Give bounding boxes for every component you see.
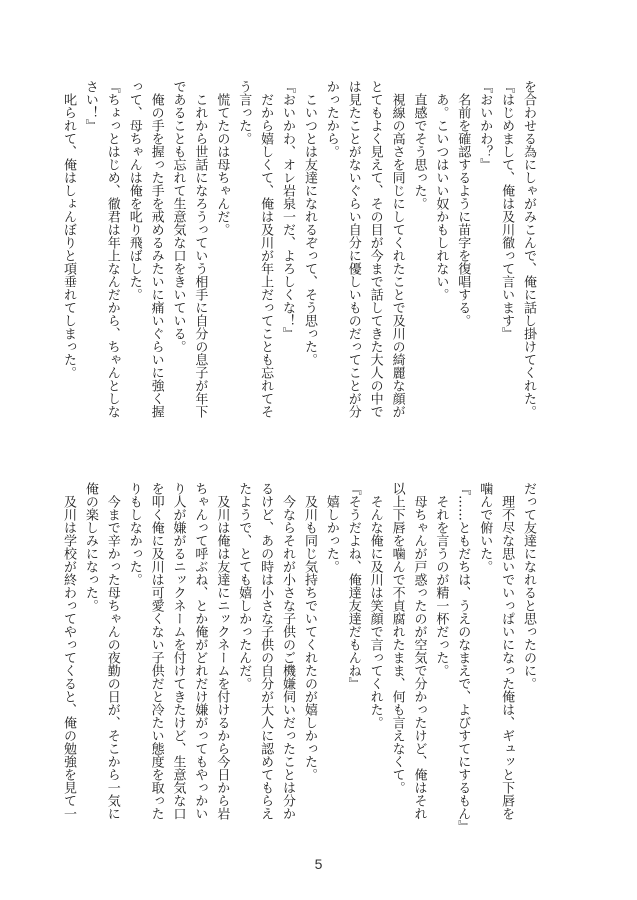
text-line: 視線の高さを同じにしてくれたことで及川の綺麗な顔が: [389, 80, 405, 418]
text-line: だから嬉しくて、俺は及川が年上だってことも忘れてそ: [258, 80, 274, 418]
text-line: そんな俺に及川は笑顔で言ってくれた。: [367, 482, 383, 729]
text-line: 俺の楽しみになった。: [82, 482, 98, 612]
text-line: たようで、とても嬉しかったんだ。: [236, 482, 252, 690]
text-line: を叩く俺に及川は可愛くない子供だと冷たい態度を取った: [148, 482, 164, 820]
text-line: 嬉しかった。: [323, 482, 339, 573]
text-line: 母ちゃんが戸惑ったのが空気で分かったけど、俺はそれ: [411, 482, 427, 820]
text-line: あ。こいつはいい奴かもしれない。: [433, 80, 449, 301]
text-line: 今まで辛かった母ちゃんの夜勤の日が、そこから一気に: [104, 482, 120, 820]
text-line: 『そうだよね、俺達友達だもんね』: [345, 482, 361, 690]
text-line: かったから。: [323, 80, 339, 158]
text-line: 俺の手を握った手を戒めるみたいに痛いぐらいに強く握: [148, 80, 164, 418]
text-block-top: [60, 80, 539, 428]
text-line: りもしなかった。: [126, 482, 142, 586]
text-line: う言った。: [236, 80, 252, 145]
text-line: 『はじめまして、俺は及川徹って言います』: [499, 80, 515, 340]
text-line: 及川は学校が終わってやってくると、俺の勉強を見て一: [60, 482, 76, 820]
text-line: って、母ちゃんは俺を叱り飛ばした。: [126, 80, 142, 301]
text-line: 以上下唇を噛んで不貞腐れたまま、何も言えなくて。: [389, 482, 405, 794]
text-line: 直感でそう思った。: [411, 80, 427, 210]
text-line: を合わせる為にしゃがみこんで、俺に話し掛けてくれた。: [521, 80, 536, 418]
text-line: 及川は俺は友達にニックネームを付けるから今日から岩: [214, 482, 230, 820]
text-line: ちゃんって呼ぶね、とか俺がどれだけ嫌がってもやっかい: [192, 482, 208, 820]
text-line: 今ならそれが小さな子供のご機嫌伺いだったことは分か: [280, 482, 296, 820]
text-line: は見たことがないぐらい自分に優しいものだってことが分: [345, 80, 361, 418]
text-line: 噛んで俯いた。: [477, 482, 493, 573]
text-line: これから世話になろうっていう相手に自分の息子が年下: [192, 80, 208, 418]
text-line: 名前を確認するように苗字を復唱する。: [455, 80, 471, 327]
text-line: さい！』: [82, 80, 98, 132]
text-line: こいつとは友達になれるぞって、そう思った。: [301, 80, 317, 366]
text-line: 叱られて、俺はしょんぼりと項垂れてしまった。: [60, 80, 76, 379]
text-line: 及川も同じ気持ちでいてくれたのが嬉しかった。: [301, 482, 317, 781]
text-line: 『ちょっとはじめ、徹君は年上なんだから、ちゃんとしな: [104, 80, 120, 418]
text-line: り人が嫌がるニックネームを付けてきたけど、生意気な口: [170, 482, 186, 820]
text-line: 『……ともだちは、うえのなまえで、よびすてにするもん』: [455, 482, 471, 833]
text-line: とてもよく見えて、その目が今まで話してきた大人の中で: [367, 80, 383, 418]
text-line: だって友達になれると思ったのに。: [521, 482, 536, 690]
text-line: 理不尽な思いでいっぱいになった俺は、ギュッと下唇を: [499, 482, 515, 820]
text-block-bottom: [60, 482, 539, 833]
text-line: 『おいかわ、オレ岩泉一だ、よろしくな！』: [280, 80, 296, 340]
page-number: 5: [314, 856, 323, 872]
text-line: 『おいかわ？』: [477, 80, 493, 171]
text-line: るけど、あの時は小さな子供の自分が大人に認めてもらえ: [258, 482, 274, 820]
text-line: であることも忘れて生意気な口をきいている。: [170, 80, 186, 353]
text-line: 慌てたのは母ちゃんだ。: [214, 80, 230, 236]
text-line: それを言うのが精一杯だった。: [433, 482, 449, 677]
